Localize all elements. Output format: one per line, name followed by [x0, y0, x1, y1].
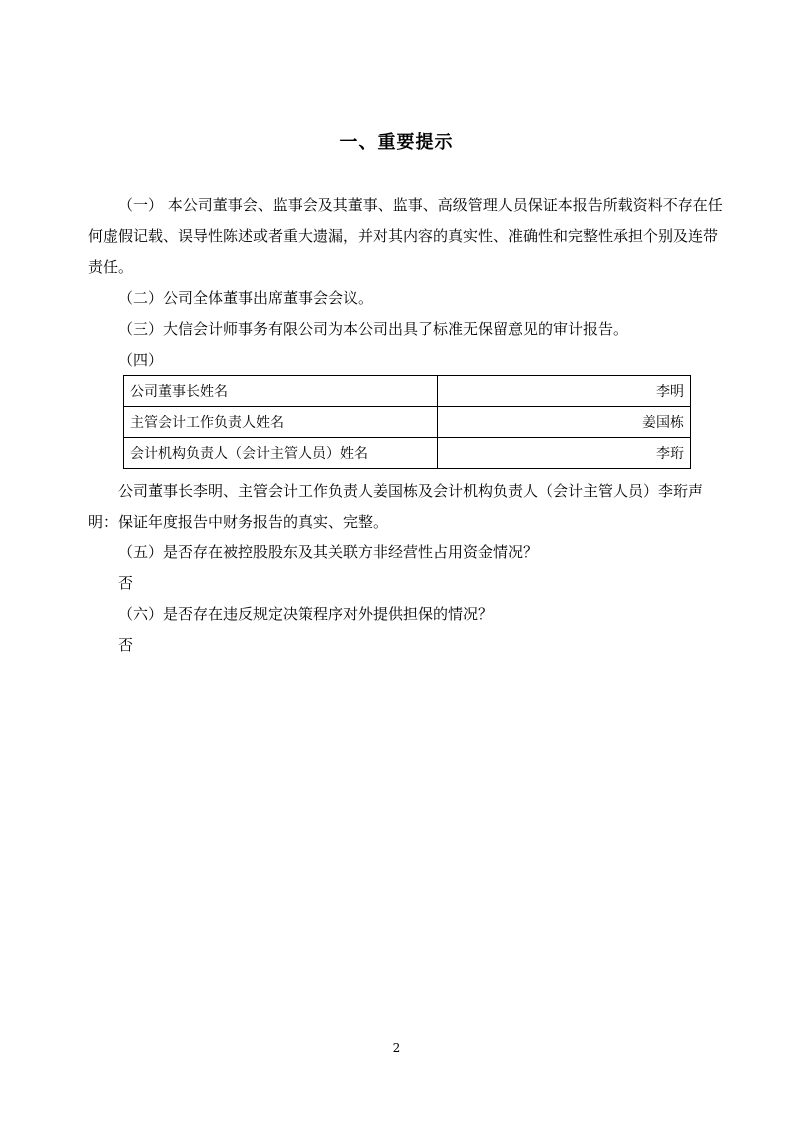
- answer-fund-occupation: 否: [118, 574, 134, 592]
- table-cell-label: 公司董事长姓名: [124, 376, 438, 407]
- table-cell-value: 姜国栋: [438, 407, 691, 438]
- answer-guarantees: 否: [118, 636, 134, 654]
- page-title: 一、重要提示: [339, 132, 454, 153]
- paragraph-responsibility-statement: （一） 本公司董事会、监事会及其董事、监事、高级管理人员保证本报告所载资料不存在任何虚假记载、误导性陈述或者重大遗漏，并对其内容的真实性、准确性和完整性承担个别及连带责任。: [88, 196, 723, 276]
- page-number: 2: [392, 1041, 401, 1055]
- paragraph-section-four-heading: （四）: [118, 351, 164, 369]
- paragraph-question-guarantees: （六）是否存在违反规定决策程序对外提供担保的情况？: [118, 605, 494, 623]
- paragraph-board-attendance: （二）公司全体董事出席董事会会议。: [118, 289, 374, 307]
- paragraph-audit-opinion: （三）大信会计师事务有限公司为本公司出具了标准无保留意见的审计报告。: [118, 320, 629, 338]
- table-row: [124, 376, 691, 407]
- table-cell-value: 李明: [438, 376, 691, 407]
- table-cell-label: 会计机构负责人（会计主管人员）姓名: [124, 438, 438, 469]
- table-row: [124, 438, 691, 469]
- paragraph-financial-report-statement: 公司董事长李明、主管会计工作负责人姜国栋及会计机构负责人（会计主管人员）李珩声明：保证年度报告中财务报告的真实、完整。: [88, 482, 704, 531]
- table-row: [124, 407, 691, 438]
- table-cell-value: 李珩: [438, 438, 691, 469]
- paragraph-question-fund-occupation: （五）是否存在被控股股东及其关联方非经营性占用资金情况？: [118, 543, 539, 561]
- signatory-table: [123, 375, 691, 469]
- table-cell-label: 主管会计工作负责人姓名: [124, 407, 438, 438]
